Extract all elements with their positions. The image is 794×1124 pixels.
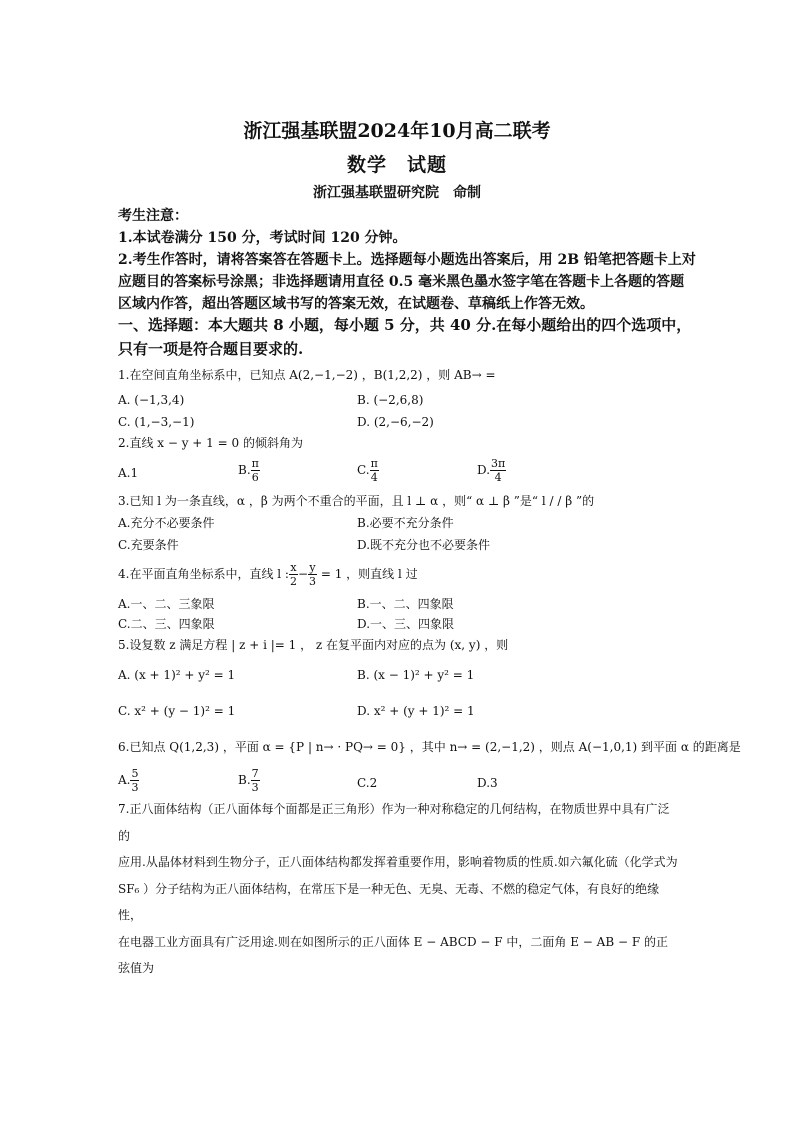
denominator: 4 xyxy=(494,471,502,484)
candidate-notice xyxy=(118,205,698,315)
minus-sign: − xyxy=(297,567,309,581)
numerator: 7 xyxy=(251,767,259,780)
question-2-option-a: A.1 xyxy=(118,466,139,480)
question-1-stem: 1.在空间直角坐标系中，已知点 A(2,−1,−2) ，B(1,2,2) ，则 AB→ = xyxy=(118,368,496,382)
question-6-option-a xyxy=(118,767,139,794)
denominator: 3 xyxy=(309,575,317,588)
question-7-line: 7.正八面体结构（正八面体每个面都是正三角形）作为一种对称稳定的几何结构，在物质世界中具有广泛的 xyxy=(118,802,670,843)
question-7-line: 应用.从晶体材料到生物分子，正八面体结构都发挥着重要作用，影响着物质的性质.如六氟化硫（化学式为 xyxy=(118,855,678,869)
fraction xyxy=(490,457,506,484)
question-4-option-a: A.一、二、三象限 xyxy=(118,597,215,611)
notice-item-1: 1.本试卷满分 150 分，考试时间 120 分钟。 xyxy=(118,230,407,246)
question-6-option-c: C.2 xyxy=(357,776,378,790)
question-6-option-b xyxy=(238,767,260,794)
denominator: 3 xyxy=(251,781,259,794)
question-6-option-d: D.3 xyxy=(477,776,498,790)
question-5-option-b: B. (x − 1)² + y² = 1 xyxy=(357,668,475,682)
question-5-option-d: D. x² + (y + 1)² = 1 xyxy=(357,704,475,718)
question-6-stem: 6.已知点 Q(1,2,3) ，平面 α = {P | n→ · PQ→ = 0} ，其中 n→ = (2,−1,2) ，则点 A(−1,0,1) 到平面 α 的距离是 xyxy=(118,740,741,754)
denominator: 2 xyxy=(289,575,297,588)
question-1-option-c: C. (1,−3,−1) xyxy=(118,415,195,429)
denominator: 3 xyxy=(131,781,139,794)
numerator: y xyxy=(309,561,316,574)
question-3-option-c: C.充要条件 xyxy=(118,538,179,552)
fraction xyxy=(370,457,379,484)
fraction xyxy=(308,561,317,588)
fraction xyxy=(251,767,260,794)
numerator: 3π xyxy=(491,457,506,470)
option-label: C. xyxy=(357,463,370,477)
question-7-line: 在电器工业方面具有广泛用途.则在如图所示的正八面体 E − ABCD − F 中，二面角 E − AB − F 的正弦值为 xyxy=(118,934,668,975)
exam-publisher: 浙江强基联盟研究院 命制 xyxy=(313,185,481,201)
question-4-option-c: C.二、三、四象限 xyxy=(118,617,215,631)
numerator: π xyxy=(251,457,259,470)
question-2-stem: 2.直线 x − y + 1 = 0 的倾斜角为 xyxy=(118,436,303,450)
fraction xyxy=(130,767,139,794)
option-label: B. xyxy=(238,773,251,787)
question-3-option-a: A.充分不必要条件 xyxy=(118,516,215,530)
numerator: x xyxy=(290,561,297,574)
question-5-option-c: C. x² + (y − 1)² = 1 xyxy=(118,704,236,718)
denominator: 6 xyxy=(251,471,259,484)
section-heading: 一、选择题：本大题共 8 小题，每小题 5 分，共 40 分.在每小题给出的四个选项中，只有一项是符合题目要求的. xyxy=(118,316,692,358)
question-5-stem: 5.设复数 z 满足方程 | z + i |= 1 ， z 在复平面内对应的点为 (x, y) ，则 xyxy=(118,638,509,652)
notice-item-2: 2.考生作答时，请将答案答在答题卡上。选择题每小题选出答案后，用 2B 铅笔把答题卡上对应题目的答案标号涂黑；非选择题请用直径 0.5 毫米黑色墨水签字笔在答题卡上各题的答题区域内作答，超出答题区域书写的答案无效，在试题卷、草稿纸上作答无效。 xyxy=(118,252,696,312)
option-label: A. xyxy=(118,773,131,787)
question-2-option-b xyxy=(238,457,260,484)
question-1-option-d: D. (2,−6,−2) xyxy=(357,415,434,429)
question-1-option-b: B. (−2,6,8) xyxy=(357,393,424,407)
question-3-stem: 3.已知 l 为一条直线，α ，β 为两个不重合的平面，且 l ⊥ α ，则“ α ⊥ β ”是“ l / / β ”的 xyxy=(118,494,595,508)
numerator: 5 xyxy=(131,767,139,780)
question-4-option-d: D.一、三、四象限 xyxy=(357,617,455,631)
question-3-option-d: D.既不充分也不必要条件 xyxy=(357,538,491,552)
exam-title: 浙江强基联盟2024年10月高二联考 xyxy=(243,120,551,142)
question-7-stem xyxy=(118,796,678,982)
fraction xyxy=(289,561,298,588)
exam-subject: 数学 试题 xyxy=(346,154,447,176)
question-5-option-a: A. (x + 1)² + y² = 1 xyxy=(118,668,236,682)
question-2-option-c xyxy=(357,457,379,484)
notice-heading: 考生注意： xyxy=(118,208,188,224)
denominator: 4 xyxy=(370,471,378,484)
question-2-option-d xyxy=(477,457,506,484)
question-3-option-b: B.必要不充分条件 xyxy=(357,516,454,530)
option-label: D. xyxy=(477,463,491,477)
fraction xyxy=(251,457,260,484)
question-1-option-a: A. (−1,3,4) xyxy=(118,393,185,407)
question-4-option-b: B.一、二、四象限 xyxy=(357,597,454,611)
stem-text: 4.在平面直角坐标系中，直线 l : xyxy=(118,567,289,581)
question-7-line: SF₆ ）分子结构为正八面体结构，在常压下是一种无色、无臭、无毒、不燃的稳定气体，有良好的绝缘性， xyxy=(118,881,660,922)
numerator: π xyxy=(370,457,378,470)
stem-text: = 1 ，则直线 l 过 xyxy=(320,567,418,581)
question-4-stem xyxy=(118,561,688,588)
option-label: B. xyxy=(238,463,251,477)
